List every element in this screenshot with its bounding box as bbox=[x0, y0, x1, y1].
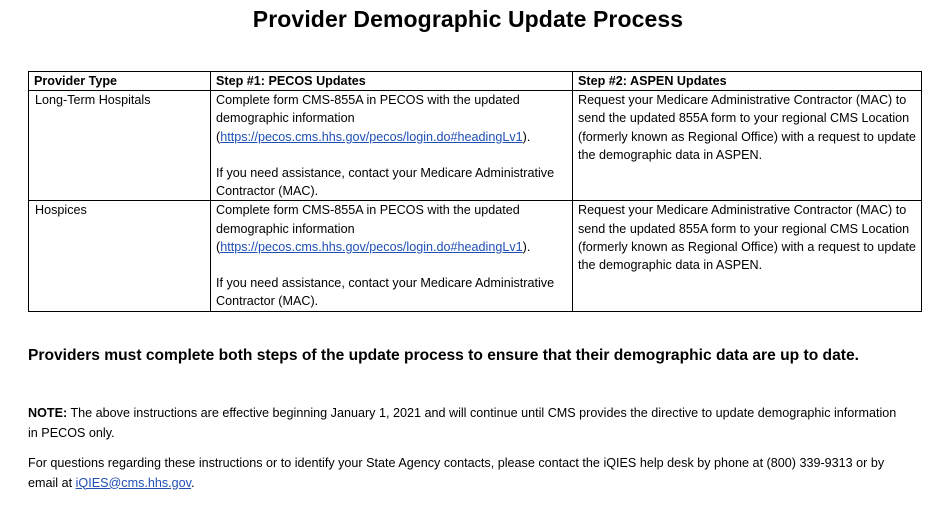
step1-text: Complete form CMS-855A in PECOS with the updated demographic information bbox=[216, 93, 520, 126]
contact-end: . bbox=[191, 475, 195, 490]
note-text: The above instructions are effective beginning January 1, 2021 and will continue until CMS provides the directive to update demographic information in PECOS only. bbox=[28, 406, 897, 440]
provider-update-table bbox=[28, 71, 922, 312]
link-open-paren: ( bbox=[216, 239, 221, 254]
step1-text: Complete form CMS-855A in PECOS with the updated demographic information bbox=[216, 203, 520, 236]
header-step1: Step #1: PECOS Updates bbox=[211, 72, 573, 91]
pecos-link[interactable]: https://pecos.cms.hhs.gov/pecos/login.do#headingLv1 bbox=[220, 239, 523, 254]
contact-text: For questions regarding these instructions or to identify your State Agency contacts, please contact the iQIES help desk by phone at (800) 339-9313 or by email at bbox=[28, 456, 885, 490]
note-label: NOTE: bbox=[28, 406, 68, 420]
provider-type-cell: Hospices bbox=[29, 201, 211, 311]
table-row bbox=[29, 91, 922, 201]
step1-assistance-text: If you need assistance, contact your Medicare Administrative Contractor (MAC). bbox=[216, 166, 555, 199]
link-close-paren: ). bbox=[522, 239, 531, 254]
email-link[interactable]: iQIES@cms.hhs.gov bbox=[75, 475, 192, 490]
provider-type-cell: Long-Term Hospitals bbox=[29, 91, 211, 201]
step1-assistance-text: If you need assistance, contact your Medicare Administrative Contractor (MAC). bbox=[216, 276, 555, 309]
header-step2: Step #2: ASPEN Updates bbox=[573, 72, 922, 91]
contact-paragraph bbox=[28, 454, 908, 493]
link-open-paren: ( bbox=[216, 129, 221, 144]
table-row bbox=[29, 201, 922, 311]
step2-cell: Request your Medicare Administrative Contractor (MAC) to send the updated 855A form to your regional CMS Location (formerly known as Regional Office) with a request to update the demographic data in ASPEN. bbox=[573, 201, 922, 311]
paragraph-gap bbox=[216, 256, 568, 274]
step1-cell bbox=[211, 91, 573, 201]
paragraph-gap bbox=[216, 146, 568, 164]
header-provider-type: Provider Type bbox=[29, 72, 211, 91]
emphasis-statement: Providers must complete both steps of the update process to ensure that their demographic data are up to date. bbox=[28, 347, 859, 364]
step2-cell: Request your Medicare Administrative Contractor (MAC) to send the updated 855A form to your regional CMS Location (formerly known as Regional Office) with a request to update the demographic data in ASPEN. bbox=[573, 91, 922, 201]
link-close-paren: ). bbox=[522, 129, 531, 144]
table-header-row bbox=[29, 72, 922, 91]
page-title: Provider Demographic Update Process bbox=[252, 6, 684, 32]
step1-cell bbox=[211, 201, 573, 311]
pecos-link[interactable]: https://pecos.cms.hhs.gov/pecos/login.do#headingLv1 bbox=[220, 129, 523, 144]
note-paragraph bbox=[28, 404, 908, 443]
